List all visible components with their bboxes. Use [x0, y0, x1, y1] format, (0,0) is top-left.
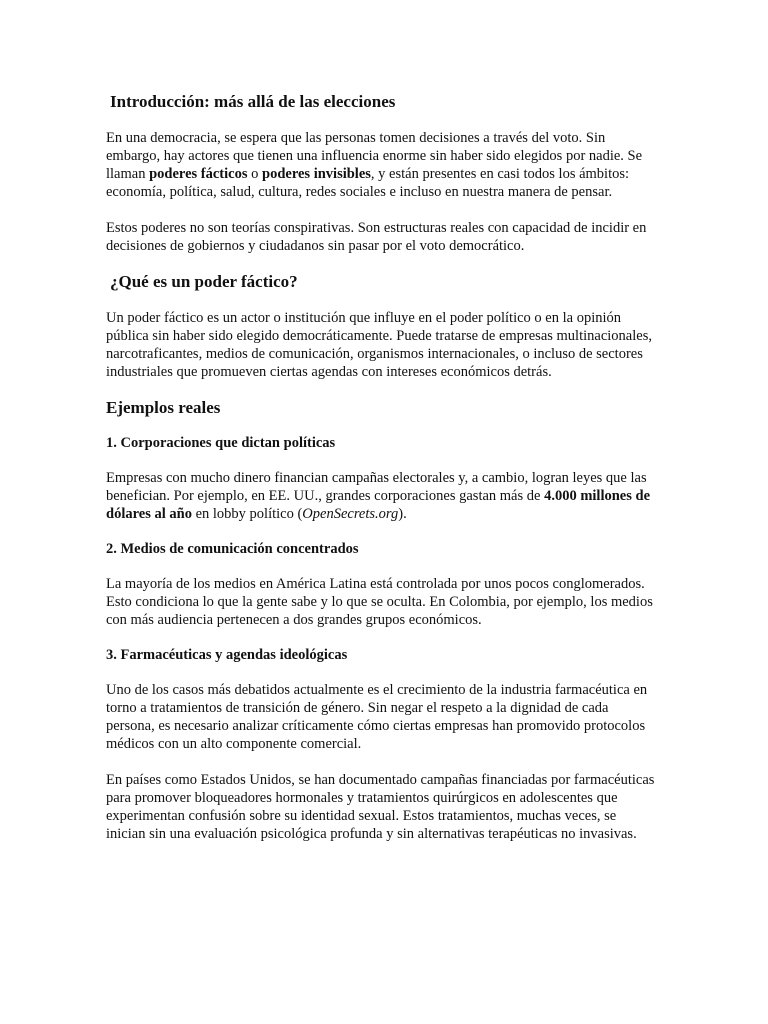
example-3-paragraph-2: En países como Estados Unidos, se han documentado campañas financiadas por farmacéuticas para promover bloqueadores hormonales y tratamientos quirúrgicos en adolescentes que experimentan confusión sobre su identidad sexual. Estos tratamientos, muchas veces, se inician sin una evaluación psicológica profunda y sin alternativas terapéuticas no invasivas.	[106, 772, 655, 842]
example-1-text-before: Empresas con mucho dinero financian campañas electorales y, a cambio, logran leyes que las benefician. Por ejemplo, en EE. UU., grandes corporaciones gastan más de	[106, 470, 647, 504]
intro-paragraph-2: Estos poderes no son teorías conspirativas. Son estructuras reales con capacidad de incidir en decisiones de gobiernos y ciudadanos sin pasar por el voto democrático.	[106, 220, 647, 254]
example-1-text-after: ).	[398, 506, 407, 522]
question-paragraph: Un poder fáctico es un actor o institución que influye en el poder político o en la opinión pública sin haber sido elegido democráticamente. Puede tratarse de empresas multinacionales, narcotraficantes, medios de comunicación, organismos internacionales, o incluso de sectores industriales que promueven ciertas agendas con intereses económicos detrás.	[106, 310, 652, 380]
question-heading: ¿Qué es un poder fáctico?	[110, 272, 298, 291]
example-1-italic-source: OpenSecrets.org	[302, 506, 399, 522]
intro-p1-text-before: En una democracia, se espera que las personas tomen decisiones a través del voto. Sin embargo, hay actores que tienen una influencia enorme sin haber sido elegidos por nadie. Se llaman	[106, 130, 643, 182]
example-3-heading: 3. Farmacéuticas y agendas ideológicas	[106, 647, 348, 663]
example-1-bold-amount: 4.000 millones de dólares al año	[106, 488, 651, 522]
example-1-heading: 1. Corporaciones que dictan políticas	[106, 435, 336, 451]
intro-p1-bold-poderes-invisibles: poderes invisibles	[262, 166, 371, 182]
examples-heading: Ejemplos reales	[106, 398, 221, 417]
example-3-paragraph-1: Uno de los casos más debatidos actualmente es el crecimiento de la industria farmacéutica en torno a tratamientos de transición de género. Sin negar el respeto a la dignidad de cada persona, es necesario analizar críticamente cómo ciertas empresas han promovido protocolos médicos con un alto componente comercial.	[106, 682, 648, 752]
intro-paragraph-1	[106, 129, 658, 201]
intro-p1-text-after: , y están presentes en casi todos los ámbitos: economía, política, salud, cultura, redes sociales e incluso en nuestra manera de pensar.	[106, 166, 630, 200]
example-2-heading: 2. Medios de comunicación concentrados	[106, 541, 359, 557]
intro-heading: Introducción: más allá de las elecciones	[110, 92, 396, 111]
example-1-text-mid: en lobby político (	[191, 506, 303, 522]
intro-p1-bold-poderes-facticos: poderes fácticos	[149, 166, 248, 182]
example-2-paragraph: La mayoría de los medios en América Latina está controlada por unos pocos conglomerados. Esto condiciona lo que la gente sabe y lo que se oculta. En Colombia, por ejemplo, los medios con más audiencia pertenecen a dos grandes grupos económicos.	[106, 576, 653, 628]
example-1-paragraph	[106, 469, 658, 523]
intro-p1-text-mid: o	[247, 166, 262, 182]
